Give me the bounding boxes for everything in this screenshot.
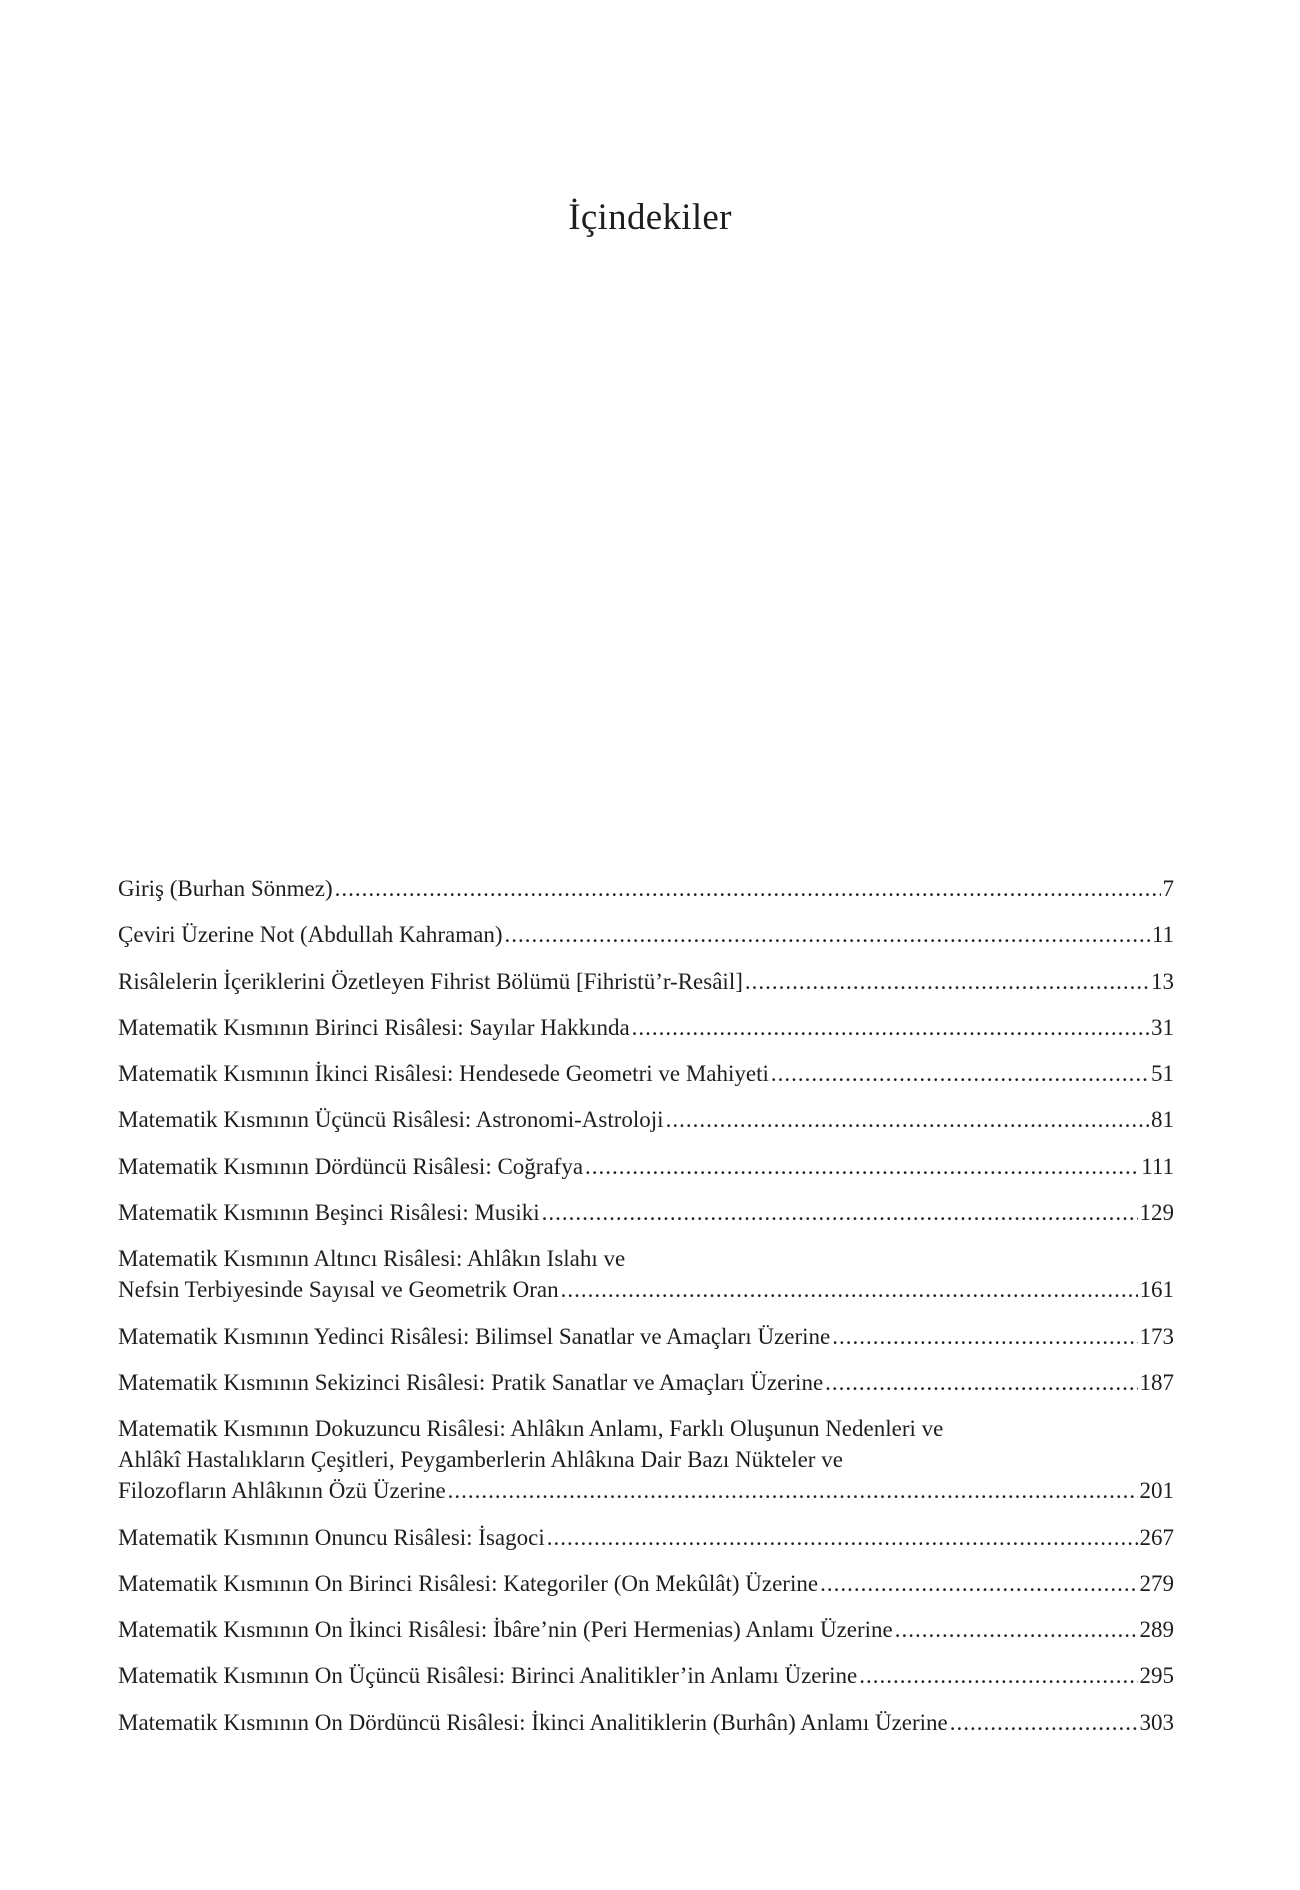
toc-entry-row xyxy=(118,1522,1174,1553)
toc-entry[interactable] xyxy=(118,1058,1174,1089)
toc-entry-row xyxy=(118,1321,1174,1352)
toc-entry-title: Matematik Kısmının Birinci Risâlesi: Sayılar Hakkında xyxy=(118,1014,630,1040)
toc-entry-title-line: Ahlâkî Hastalıkların Çeşitleri, Peygamberlerin Ahlâkına Dair Bazı Nükteler ve xyxy=(118,1447,843,1473)
toc-entry-title: Çeviri Üzerine Not (Abdullah Kahraman) xyxy=(118,922,503,948)
toc-entry-row xyxy=(118,1197,1174,1228)
dot-leader xyxy=(335,873,1161,904)
toc-page-number: 31 xyxy=(1151,1014,1174,1040)
toc-entry[interactable] xyxy=(118,1367,1174,1398)
toc-entry-title: Matematik Kısmının On İkinci Risâlesi: İbâre’nin (Peri Hermenias) Anlamı Üzerine xyxy=(118,1617,893,1643)
table-of-contents xyxy=(118,873,1174,1753)
toc-page-number: 129 xyxy=(1139,1200,1174,1226)
toc-entry[interactable] xyxy=(118,873,1174,904)
toc-entry[interactable] xyxy=(118,1413,1174,1506)
dot-leader xyxy=(832,1321,1137,1352)
toc-entry-row xyxy=(118,1012,1174,1043)
dot-leader xyxy=(745,966,1149,997)
toc-page-number: 111 xyxy=(1141,1153,1174,1179)
toc-entry-row xyxy=(118,1475,1174,1506)
toc-entry-row xyxy=(118,1660,1174,1691)
toc-entry-row xyxy=(118,1151,1174,1182)
toc-page-number: 7 xyxy=(1162,876,1174,901)
toc-entry[interactable] xyxy=(118,1660,1174,1691)
toc-entry[interactable] xyxy=(118,1151,1174,1182)
toc-entry[interactable] xyxy=(118,1197,1174,1228)
toc-entry-row xyxy=(118,919,1174,950)
dot-leader xyxy=(585,1151,1139,1182)
toc-entry[interactable] xyxy=(118,919,1174,950)
toc-page-number: 279 xyxy=(1139,1570,1174,1596)
toc-entry-title: Matematik Kısmının Üçüncü Risâlesi: Astronomi-Astroloji xyxy=(118,1107,664,1133)
toc-entry[interactable] xyxy=(118,1104,1174,1135)
toc-entry-row xyxy=(118,1274,1174,1305)
toc-entry-title: Matematik Kısmının İkinci Risâlesi: Hendesede Geometri ve Mahiyeti xyxy=(118,1061,769,1087)
dot-leader xyxy=(542,1197,1138,1228)
dot-leader xyxy=(820,1568,1137,1599)
toc-entry-row xyxy=(118,1104,1174,1135)
dot-leader xyxy=(448,1475,1138,1506)
toc-entry[interactable] xyxy=(118,966,1174,997)
dot-leader xyxy=(895,1614,1138,1645)
dot-leader xyxy=(547,1522,1138,1553)
toc-entry-title: Matematik Kısmının Sekizinci Risâlesi: Pratik Sanatlar ve Amaçları Üzerine xyxy=(118,1369,824,1395)
toc-page-number: 267 xyxy=(1139,1524,1174,1550)
toc-entry[interactable] xyxy=(118,1012,1174,1043)
dot-leader xyxy=(504,919,1149,950)
dot-leader xyxy=(950,1707,1138,1738)
dot-leader xyxy=(859,1660,1137,1691)
toc-page-number: 173 xyxy=(1139,1323,1174,1349)
toc-entry[interactable] xyxy=(118,1321,1174,1352)
toc-entry-title: Giriş (Burhan Sönmez) xyxy=(118,876,333,901)
toc-entry-title-line: Matematik Kısmının Altıncı Risâlesi: Ahlâkın Islahı ve xyxy=(118,1246,626,1272)
toc-page-number: 295 xyxy=(1139,1663,1174,1689)
toc-entry-title: Filozofların Ahlâkının Özü Üzerine xyxy=(118,1478,446,1504)
toc-entry-title: Matematik Kısmının On Dördüncü Risâlesi: İkinci Analitiklerin (Burhân) Anlamı Üzerine xyxy=(118,1709,948,1735)
page-title: İçindekiler xyxy=(568,197,732,238)
toc-entry[interactable] xyxy=(118,1707,1174,1738)
toc-entry-title: Matematik Kısmının Yedinci Risâlesi: Bilimsel Sanatlar ve Amaçları Üzerine xyxy=(118,1323,831,1349)
toc-entry[interactable] xyxy=(118,1568,1174,1599)
toc-entry-title: Risâlelerin İçeriklerini Özetleyen Fihrist Bölümü [Fihristü’r-Resâil] xyxy=(118,968,743,994)
toc-entry-row xyxy=(118,1058,1174,1089)
toc-entry[interactable] xyxy=(118,1243,1174,1305)
toc-entry-row xyxy=(118,1614,1174,1645)
toc-entry-title: Nefsin Terbiyesinde Sayısal ve Geometrik Oran xyxy=(118,1277,559,1303)
toc-entry-row xyxy=(118,873,1174,904)
toc-page-number: 201 xyxy=(1139,1478,1174,1504)
toc-page-number: 289 xyxy=(1139,1617,1174,1643)
toc-entry-title: Matematik Kısmının Dördüncü Risâlesi: Coğrafya xyxy=(118,1153,584,1179)
dot-leader xyxy=(666,1104,1149,1135)
toc-page-number: 81 xyxy=(1151,1107,1174,1133)
toc-page-number: 161 xyxy=(1139,1277,1174,1303)
toc-entry[interactable] xyxy=(118,1522,1174,1553)
toc-page-number: 13 xyxy=(1151,968,1174,994)
dot-leader xyxy=(771,1058,1149,1089)
toc-page-number: 51 xyxy=(1151,1061,1174,1087)
toc-page-number: 303 xyxy=(1139,1709,1174,1735)
toc-entry-title: Matematik Kısmının Beşinci Risâlesi: Musiki xyxy=(118,1200,540,1226)
toc-entry[interactable] xyxy=(118,1614,1174,1645)
toc-entry-title: Matematik Kısmının On Birinci Risâlesi: Kategoriler (On Mekûlât) Üzerine xyxy=(118,1570,819,1596)
toc-entry-title-line: Matematik Kısmının Dokuzuncu Risâlesi: Ahlâkın Anlamı, Farklı Oluşunun Nedenleri ve xyxy=(118,1416,944,1442)
toc-page-number: 187 xyxy=(1139,1369,1174,1395)
dot-leader xyxy=(825,1367,1137,1398)
toc-entry-title: Matematik Kısmının On Üçüncü Risâlesi: Birinci Analitikler’in Anlamı Üzerine xyxy=(118,1663,858,1689)
toc-page-number: 11 xyxy=(1151,922,1174,948)
dot-leader xyxy=(632,1012,1149,1043)
dot-leader xyxy=(561,1274,1138,1305)
toc-entry-row xyxy=(118,966,1174,997)
toc-entry-row xyxy=(118,1367,1174,1398)
toc-entry-row xyxy=(118,1568,1174,1599)
toc-entry-title: Matematik Kısmının Onuncu Risâlesi: İsagoci xyxy=(118,1524,545,1550)
toc-entry-row xyxy=(118,1707,1174,1738)
